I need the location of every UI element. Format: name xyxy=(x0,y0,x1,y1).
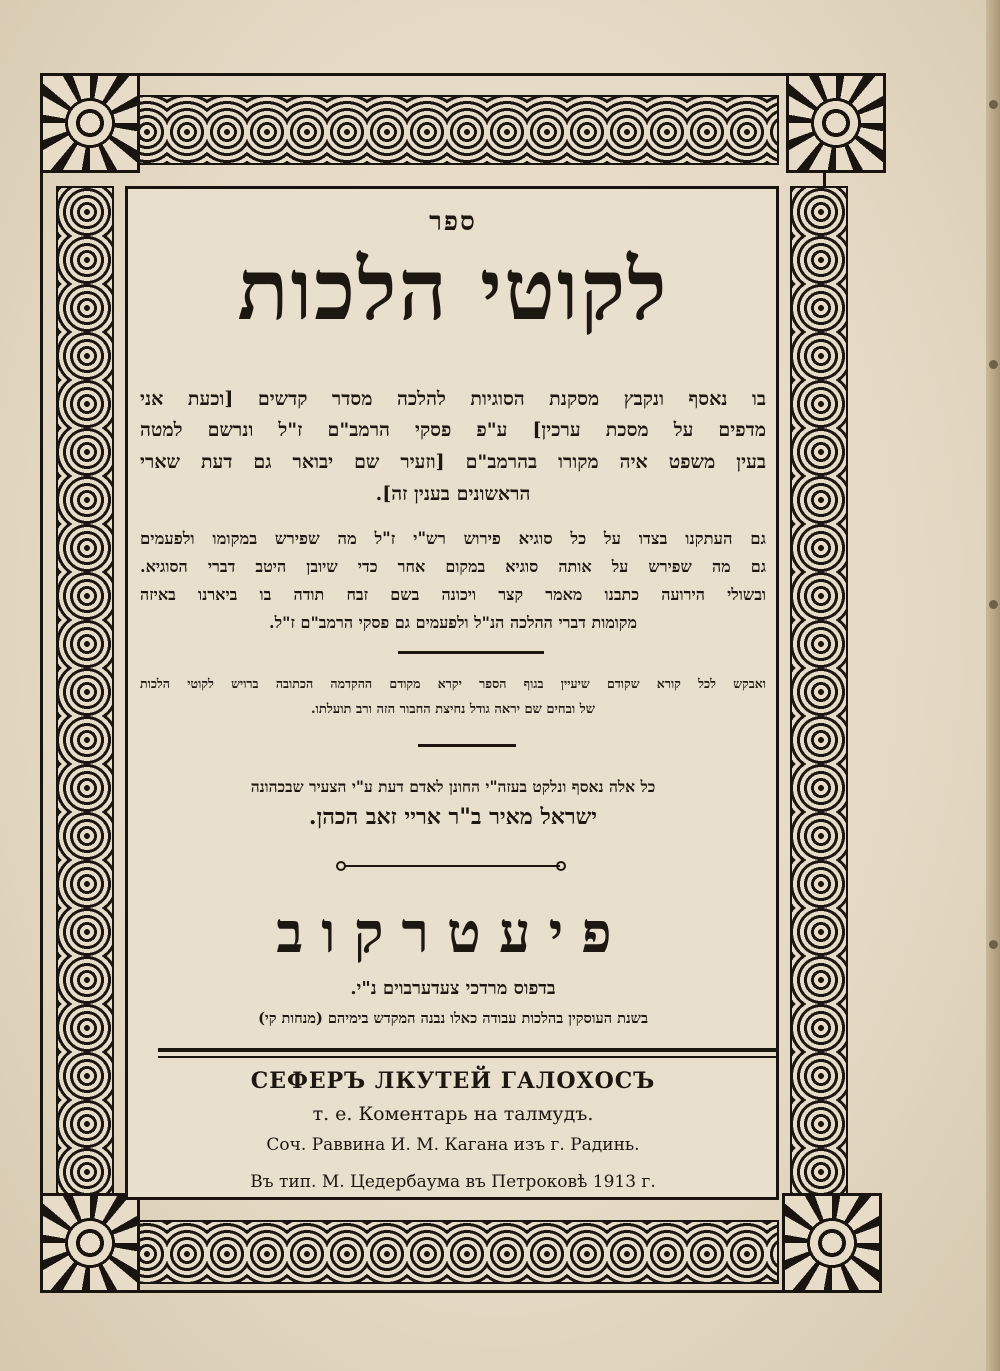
year-line: בשנת העוסקין בהלכות עבודה כאלו נבנה המקדש בימיהם (מנחות קי) xyxy=(258,1010,648,1027)
russian-title: СЕФЕРЪ ЛКУТЕЙ ГАЛОХОСЪ xyxy=(250,1068,656,1094)
paragraph2-line: ובשולי הירועה כתבנו מאמר קצר ויכונה בשם זבח תודה בו ביארנו באיזה xyxy=(140,585,766,604)
sefer-label: ספר xyxy=(429,207,477,237)
binding-hole xyxy=(989,360,998,369)
russian-subtitle: т. е. Коментарь на талмудъ. xyxy=(312,1103,594,1125)
ornament-band-top xyxy=(125,95,779,165)
binding-hole xyxy=(989,100,998,109)
double-rule xyxy=(158,1056,778,1058)
book-spine xyxy=(986,0,1000,1371)
binding-hole xyxy=(989,600,998,609)
note-line: ואבקש לכל קורא שקודם שיעיין בגוף הספר יקרא מקודם ההקדמה הכתובה ברויש לקוטי הלכות xyxy=(140,676,766,691)
double-rule xyxy=(158,1048,778,1052)
author-name: ישראל מאיר ב"ר אריי זאב הכהן. xyxy=(308,804,598,830)
russian-imprint: Въ тип. М. Цедербаума въ Петроковѣ 1913 г. xyxy=(250,1172,656,1192)
compiled-by-line: כל אלה נאסף ונלקט בעזה"י החונן לאדם דעת ע"י הצעיר שבכהונה xyxy=(250,777,656,796)
ornament-dot xyxy=(556,861,566,871)
paragraph2-line: גם מה שפירש על אותה סוגיא במקום אחר כדי שיובן היטב דברי הסוגיא. xyxy=(140,557,766,576)
separator-rule xyxy=(398,651,544,654)
ornament-dot xyxy=(336,861,346,871)
paragraph1-line: בו נאסף ונקבץ מסקנת הסוגיות להלכה מסדר קדשים [וכעת אני xyxy=(140,388,766,410)
note-line: של ובחים שם יראה גודל נחיצת החבור הזה ורב תועלתו. xyxy=(311,702,595,717)
separator-rule xyxy=(418,744,516,747)
binding-hole xyxy=(989,940,998,949)
ornament-band-bottom xyxy=(125,1220,779,1284)
russian-author: Соч. Раввина И. М. Кагана изъ г. Радинь. xyxy=(266,1135,640,1155)
paragraph1-line: בעין משפט איה מקורו בהרמב"ם [וזעיר שם יבואר גם דעת שארי xyxy=(140,451,766,473)
paragraph1-line: הראשונים בענין זה]. xyxy=(375,483,531,505)
paragraph2-line: גם העתקנו בצדו על כל סוגיא פירוש רש"י ז"ל מה שפירש במקומו ולפעמים xyxy=(140,529,766,548)
book-title: לקוטי הלכות xyxy=(237,240,669,339)
corner-ornament-bottom-left xyxy=(40,1193,140,1293)
corner-ornament-top-left xyxy=(40,73,140,173)
paragraph2-line: מקומות דברי ההלכה הנ"ל ולפעמים גם פסקי הרמב"ם ז"ל. xyxy=(269,613,637,632)
ornament-band-right xyxy=(790,186,848,1200)
corner-ornament-top-right xyxy=(786,73,886,173)
printer-line: בדפוס מרדכי צעדערבוים נ"י. xyxy=(350,978,556,999)
ornament-band-left xyxy=(56,186,114,1200)
corner-ornament-bottom-right xyxy=(782,1193,882,1293)
city-name: פיעטרקוב xyxy=(276,900,630,966)
paragraph1-line: מדפים על מסכת ערכין] ע"פ פסקי הרמב"ם ז"ל ונרשם למטה xyxy=(140,419,766,441)
ornament-rule xyxy=(345,865,560,867)
